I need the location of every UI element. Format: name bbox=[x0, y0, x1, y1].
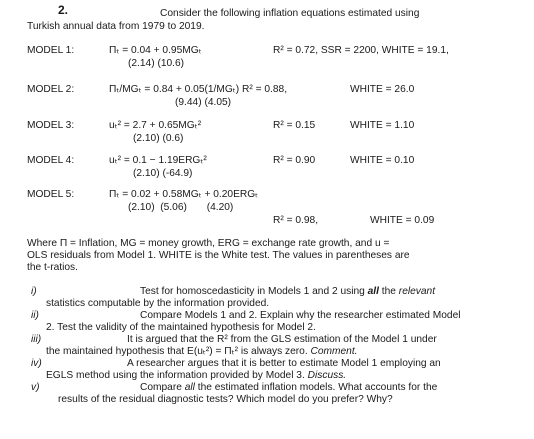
model-3-r2: R² = 0.15 bbox=[273, 120, 316, 131]
question-v-number: v) bbox=[31, 382, 40, 393]
question-ii-number: ii) bbox=[31, 310, 39, 321]
model-2-tstats: (9.44) (4.05) bbox=[175, 97, 232, 108]
model-5-r2: R² = 0.98, bbox=[273, 215, 319, 226]
model-3-tstats: (2.10) (0.6) bbox=[133, 133, 184, 144]
model-2-equation: Πₜ/MGₜ = 0.84 + 0.05(1/MGₜ) R² = 0.88, bbox=[109, 84, 288, 95]
model-1-stats: R² = 0.72, SSR = 2200, WHITE = 19.1, bbox=[273, 45, 449, 56]
model-4-label: MODEL 4: bbox=[27, 155, 75, 166]
definitions-line-2: OLS residuals from Model 1. WHITE is the White test. The values in parentheses are bbox=[27, 250, 410, 261]
model-5-tstats: (2.10) (5.06) (4.20) bbox=[128, 202, 234, 213]
model-1-tstats: (2.14) (10.6) bbox=[128, 58, 185, 69]
intro-line-2: Turkish annual data from 1979 to 2019. bbox=[27, 21, 205, 32]
intro-line-1: Consider the following inflation equations estimated using bbox=[160, 8, 420, 19]
question-iv-line-1: A researcher argues that it is better to estimate Model 1 employing an bbox=[127, 358, 441, 369]
question-i-number: i) bbox=[31, 286, 37, 297]
question-iv-line-2: EGLS method using the information provided by Model 3. Discuss. bbox=[46, 370, 347, 381]
model-3-equation: uₜ² = 2.7 + 0.65MGₜ² bbox=[109, 120, 202, 131]
question-iv-number: iv) bbox=[31, 358, 42, 369]
model-1-equation: Πₜ = 0.04 + 0.95MGₜ bbox=[109, 45, 202, 56]
model-5-label: MODEL 5: bbox=[27, 189, 75, 200]
model-4-white: WHITE = 0.10 bbox=[350, 155, 415, 166]
question-iii-number: iii) bbox=[31, 334, 42, 345]
definitions-line-3: the t-ratios. bbox=[27, 262, 78, 273]
question-ii-line-1: Compare Models 1 and 2. Explain why the researcher estimated Model bbox=[140, 310, 461, 321]
model-3-label: MODEL 3: bbox=[27, 120, 75, 131]
model-2-label: MODEL 2: bbox=[27, 84, 75, 95]
question-number: 2. bbox=[58, 3, 69, 17]
model-5-white: WHITE = 0.09 bbox=[370, 215, 435, 226]
model-2-white: WHITE = 26.0 bbox=[350, 84, 415, 95]
definitions-line-1: Where Π = Inflation, MG = money growth, ERG = exchange rate growth, and u = bbox=[27, 238, 390, 249]
question-i-line-2: statistics computable by the information provided. bbox=[46, 298, 270, 309]
question-i-line-1: Test for homoscedasticity in Models 1 and 2 using all the relevant bbox=[140, 286, 436, 297]
model-3-white: WHITE = 1.10 bbox=[350, 120, 415, 131]
model-4-equation: uₜ² = 0.1 − 1.19ERGₜ² bbox=[109, 155, 207, 166]
question-v-line-2: results of the residual diagnostic tests? Which model do you prefer? Why? bbox=[58, 394, 393, 405]
model-5-equation: Πₜ = 0.02 + 0.58MGₜ + 0.20ERGₜ bbox=[109, 189, 259, 200]
model-4-r2: R² = 0.90 bbox=[273, 155, 316, 166]
model-1-label: MODEL 1: bbox=[27, 45, 75, 56]
question-ii-line-2: 2. Test the validity of the maintained hypothesis for Model 2. bbox=[46, 322, 316, 333]
question-v-line-1: Compare all the estimated inflation models. What accounts for the bbox=[140, 382, 438, 393]
question-iii-line-2: the maintained hypothesis that E(uₜ²) = Πₜ² is always zero. Comment. bbox=[46, 346, 358, 357]
question-iii-line-1: It is argued that the R² from the GLS estimation of the Model 1 under bbox=[127, 334, 437, 345]
model-4-tstats: (2.10) (-64.9) bbox=[133, 168, 193, 179]
